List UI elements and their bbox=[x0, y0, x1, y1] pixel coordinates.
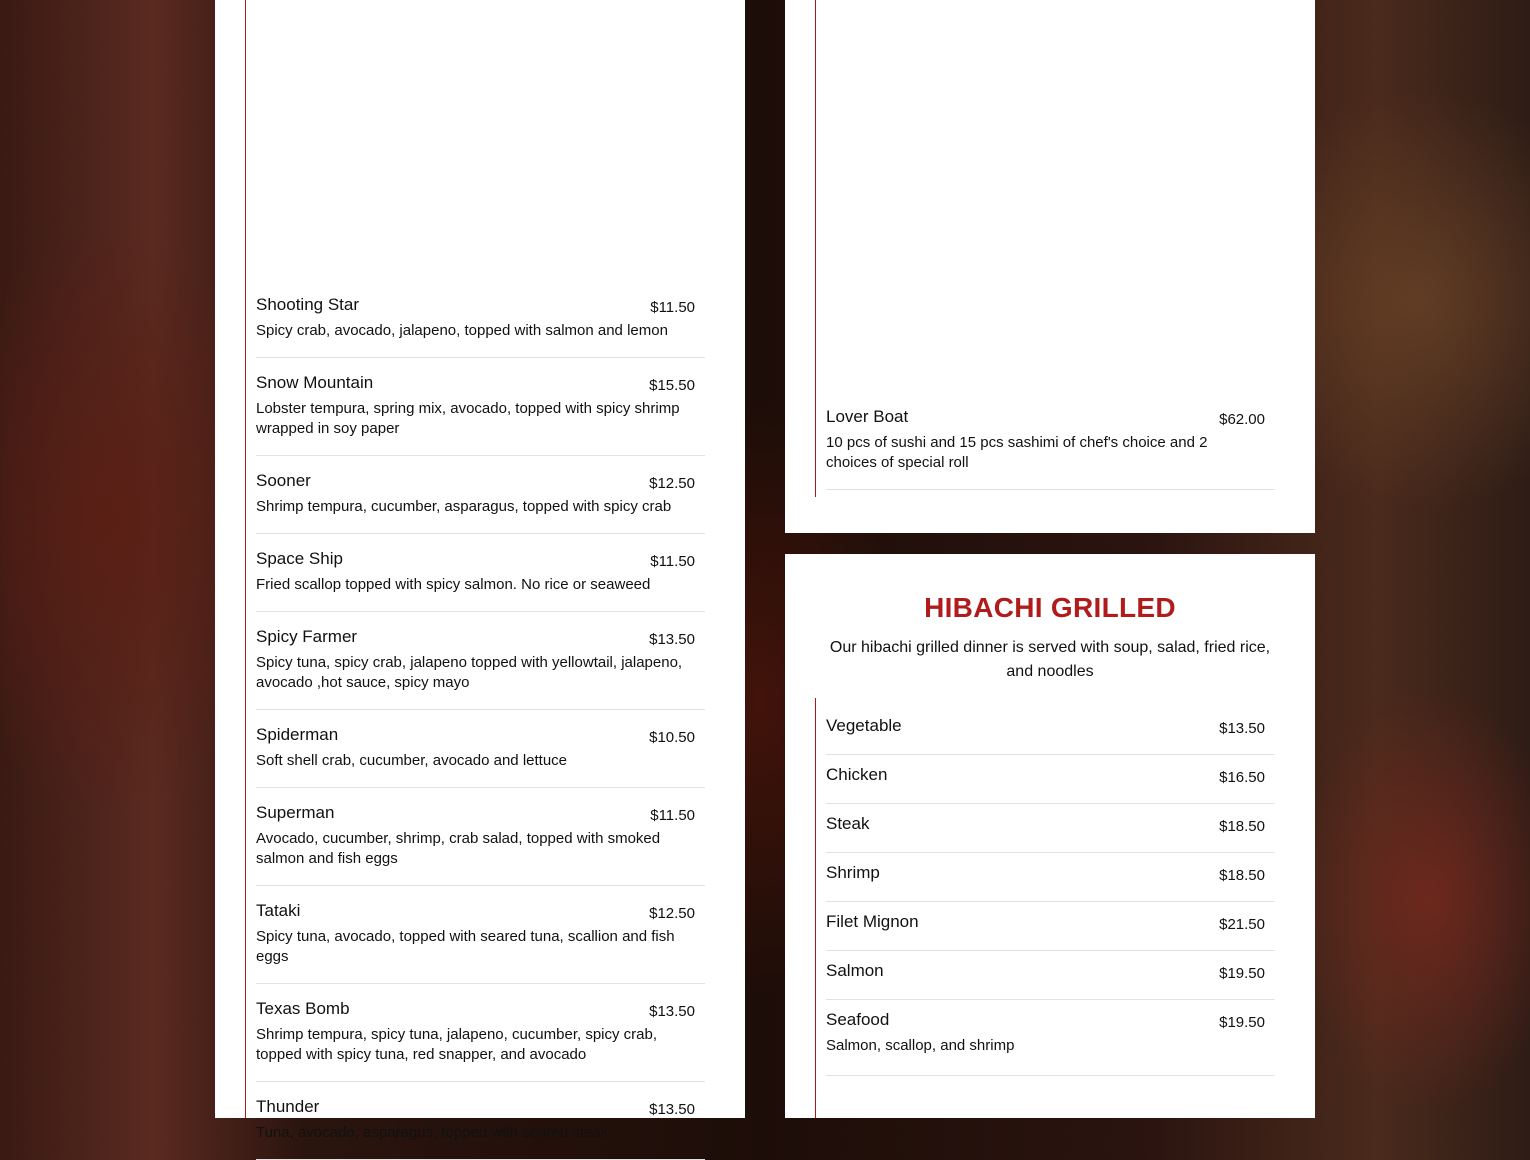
menu-item bbox=[256, 788, 705, 886]
menu-item bbox=[826, 951, 1275, 1000]
menu-item-description: Spicy tuna, spicy crab, jalapeno topped with yellowtail, jalapeno, avocado ,hot sauce, spicy mayo bbox=[256, 654, 683, 691]
menu-item-description: Spicy crab, avocado, jalapeno, topped with salmon and lemon bbox=[256, 322, 668, 339]
menu-item-name: Shrimp bbox=[826, 863, 880, 882]
menu-item-price: $16.50 bbox=[1219, 769, 1265, 786]
menu-item-price: $18.50 bbox=[1219, 867, 1265, 884]
menu-item bbox=[256, 1082, 705, 1160]
menu-item-name: Tataki bbox=[256, 901, 301, 920]
menu-item-name: Spicy Farmer bbox=[256, 627, 358, 646]
menu-item-name: Vegetable bbox=[826, 716, 902, 735]
menu-item-name: Superman bbox=[256, 803, 335, 822]
menu-item-price: $13.50 bbox=[649, 1003, 695, 1020]
menu-item-description: Tuna, avocado, asparagus, topped with seared steak bbox=[256, 1124, 609, 1141]
left-menu-list bbox=[245, 0, 705, 1141]
menu-item bbox=[256, 290, 705, 358]
menu-item-name: Space Ship bbox=[256, 549, 343, 568]
menu-item-price: $13.50 bbox=[1219, 720, 1265, 737]
menu-item bbox=[256, 534, 705, 612]
menu-item-name: Shooting Star bbox=[256, 295, 360, 314]
hibachi-section bbox=[785, 554, 1315, 1118]
menu-item bbox=[826, 804, 1275, 853]
menu-item-price: $13.50 bbox=[649, 631, 695, 648]
menu-item-name: Texas Bomb bbox=[256, 999, 350, 1018]
menu-item-description: Shrimp tempura, spicy tuna, jalapeno, cucumber, spicy crab, topped with spicy tuna, red snapper, and avocado bbox=[256, 1026, 658, 1063]
menu-item-description: Soft shell crab, cucumber, avocado and lettuce bbox=[256, 752, 568, 769]
menu-item bbox=[256, 886, 705, 984]
menu-panel-right-top bbox=[785, 0, 1315, 533]
menu-item bbox=[826, 902, 1275, 951]
menu-item-description: Shrimp tempura, cucumber, asparagus, topped with spicy crab bbox=[256, 498, 672, 515]
menu-item-price: $19.50 bbox=[1219, 1014, 1265, 1031]
hibachi-menu-list bbox=[815, 698, 1275, 1118]
menu-item-price: $62.00 bbox=[1219, 411, 1265, 428]
section-subtitle: Our hibachi grilled dinner is served with soup, salad, fried rice, and noodles bbox=[829, 639, 1271, 680]
menu-item bbox=[256, 710, 705, 788]
menu-item-price: $12.50 bbox=[649, 905, 695, 922]
menu-item-price: $12.50 bbox=[649, 475, 695, 492]
menu-item-description: 10 pcs of sushi and 15 pcs sashimi of chef's choice and 2 choices of special roll bbox=[826, 434, 1208, 471]
menu-item-price: $11.50 bbox=[650, 807, 695, 824]
menu-item-price: $11.50 bbox=[650, 299, 695, 316]
menu-item bbox=[826, 402, 1275, 490]
menu-item-price: $13.50 bbox=[649, 1101, 695, 1118]
menu-item bbox=[826, 1000, 1275, 1076]
menu-item-name: Chicken bbox=[826, 765, 888, 784]
menu-item-name: Lover Boat bbox=[826, 407, 909, 426]
menu-item-name: Spiderman bbox=[256, 725, 339, 744]
menu-item-description: Fried scallop topped with spicy salmon. No rice or seaweed bbox=[256, 576, 651, 593]
menu-item bbox=[826, 853, 1275, 902]
menu-item-description: Salmon, scallop, and shrimp bbox=[826, 1037, 1015, 1054]
menu-item-description: Avocado, cucumber, shrimp, crab salad, topped with smoked salmon and fish eggs bbox=[256, 830, 661, 867]
menu-item-price: $18.50 bbox=[1219, 818, 1265, 835]
menu-item-name: Seafood bbox=[826, 1010, 890, 1029]
menu-item bbox=[826, 706, 1275, 755]
menu-item-description: Lobster tempura, spring mix, avocado, topped with spicy shrimp wrapped in soy paper bbox=[256, 400, 680, 437]
menu-item bbox=[826, 755, 1275, 804]
menu-item bbox=[256, 612, 705, 710]
menu-item-price: $21.50 bbox=[1219, 916, 1265, 933]
menu-item-price: $11.50 bbox=[650, 553, 695, 570]
menu-item-name: Sooner bbox=[256, 471, 311, 490]
section-title: HIBACHI GRILLED bbox=[924, 592, 1176, 623]
menu-item-price: $15.50 bbox=[649, 377, 695, 394]
menu-item-price: $19.50 bbox=[1219, 965, 1265, 982]
menu-item-name: Filet Mignon bbox=[826, 912, 919, 931]
menu-item bbox=[256, 358, 705, 456]
menu-item bbox=[256, 984, 705, 1082]
menu-item-name: Salmon bbox=[826, 961, 884, 980]
menu-item-name: Thunder bbox=[256, 1097, 320, 1116]
menu-item-description: Spicy tuna, avocado, topped with seared tuna, scallion and fish eggs bbox=[256, 928, 675, 965]
menu-item-name: Steak bbox=[826, 814, 870, 833]
menu-item-name: Snow Mountain bbox=[256, 373, 374, 392]
menu-panel-left bbox=[215, 0, 745, 1141]
menu-item bbox=[256, 456, 705, 534]
right-top-menu-list bbox=[815, 0, 1275, 497]
menu-item-price: $10.50 bbox=[649, 729, 695, 746]
